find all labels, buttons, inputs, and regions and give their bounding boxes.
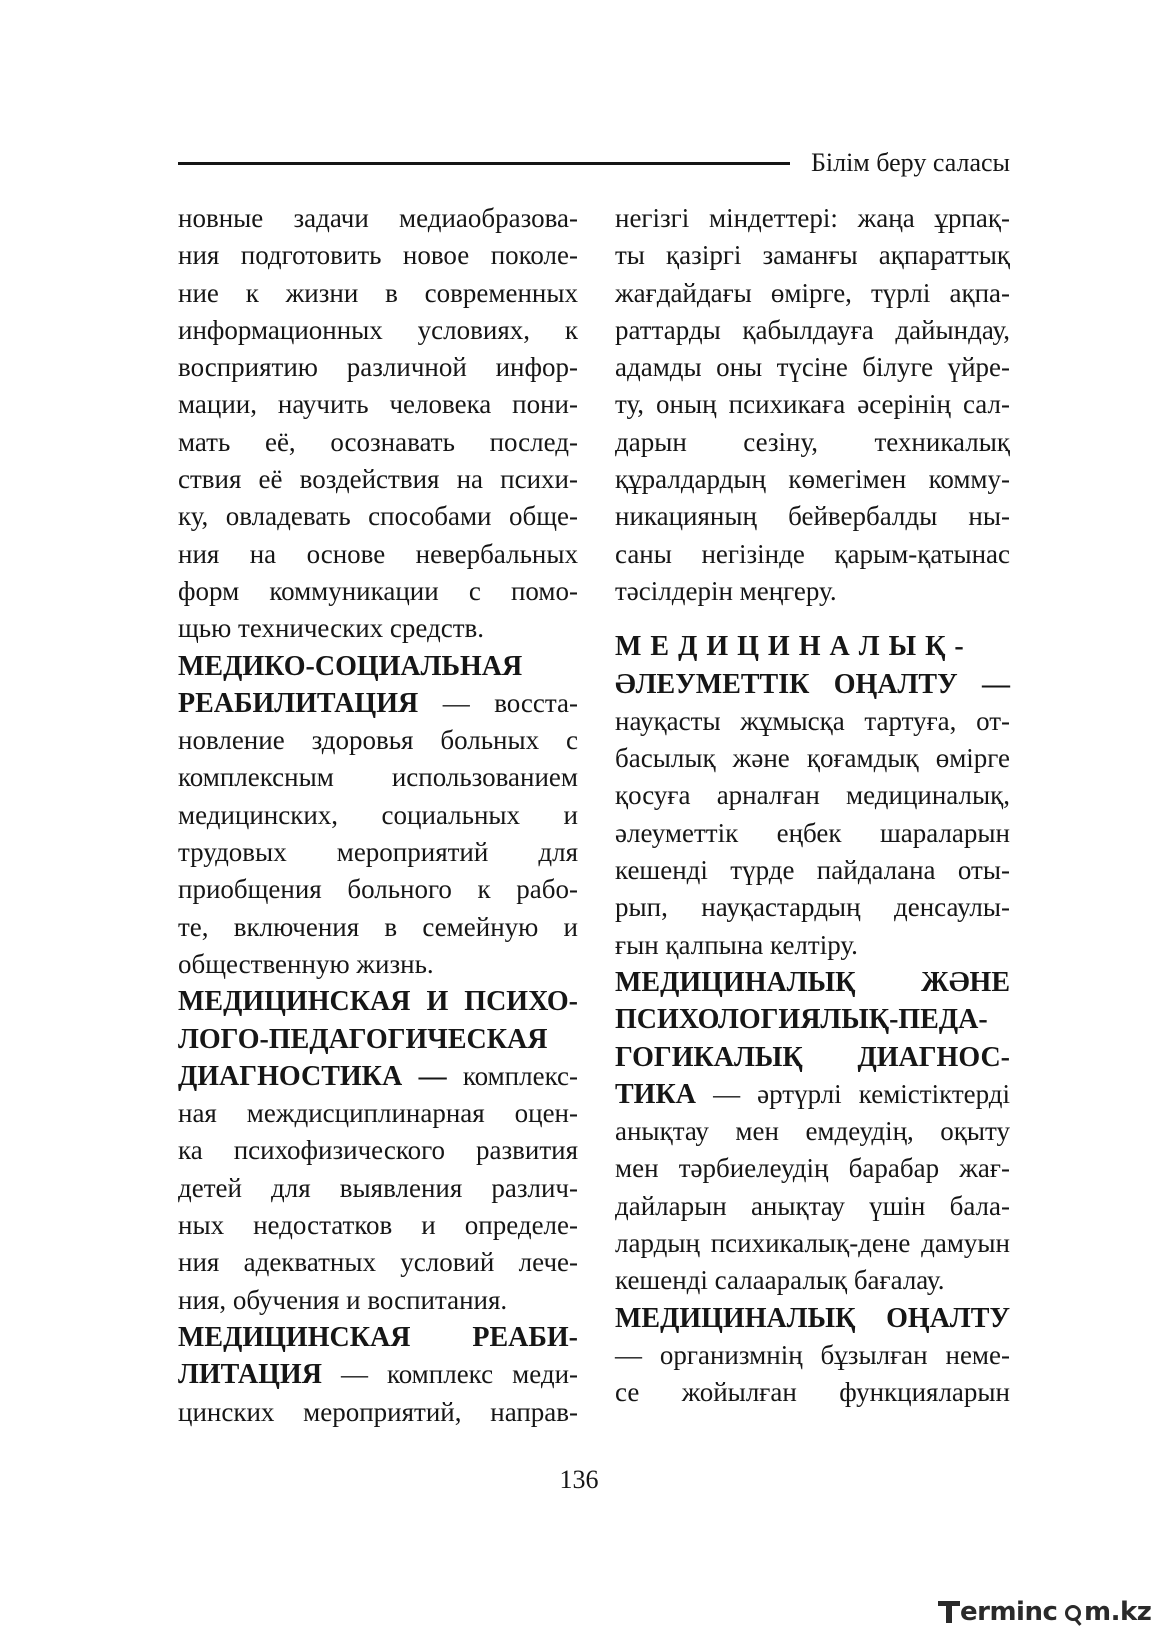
definition-text: әртүрлі кемістіктерді	[757, 1078, 1010, 1109]
text-line: цинских мероприятий, направ-	[178, 1396, 578, 1427]
text-line: тәсілдерін меңгеру.	[615, 575, 837, 606]
watermark-text-right: m.kz	[1084, 1597, 1152, 1627]
text-line: ния адекватных условий лече-	[178, 1247, 578, 1278]
text-line	[178, 1058, 578, 1095]
text-line: ние к жизни в современных	[178, 277, 578, 308]
text-line: се жойылған функцияларын	[615, 1377, 1010, 1408]
section-title: Білім беру саласы	[810, 148, 1010, 177]
intro-paragraph	[178, 200, 578, 648]
text-line: ствия её воздействия на психи-	[178, 464, 578, 495]
text-line: информационных условиях, к	[178, 314, 578, 345]
text-line: анықтау мен емдеудің, оқыту	[615, 1116, 1010, 1147]
text-line: приобщения больного к рабо-	[178, 874, 578, 905]
entry-term: ДИАГНОСТИКА —	[178, 1060, 447, 1092]
dash: —	[695, 1078, 758, 1109]
text-line: ния подготовить новое поколе-	[178, 240, 578, 271]
text-line: ния, обучения и воспитания.	[178, 1284, 508, 1315]
text-line: кешенді түрде пайдалана оты-	[615, 855, 1010, 886]
definition-text: комплекс-	[446, 1060, 578, 1091]
text-line: құралдардың көмегімен комму-	[615, 464, 1010, 495]
text-line: трудовых мероприятий для	[178, 837, 578, 868]
entry-medical-psych-ped-diagnostics	[178, 983, 578, 1319]
text-line: адамды оны түсіне білуге үйре-	[615, 352, 1010, 383]
header-rule	[178, 162, 790, 165]
entry-term: МЕДИЦИНАЛЫҚ-	[615, 631, 973, 663]
definition-text: комплекс меди-	[386, 1359, 579, 1390]
text-line: саны негізінде қарым-қатынас	[615, 538, 1010, 569]
entry-term: МЕДИЦИНАЛЫҚ ОҢАЛТУ	[615, 1302, 1010, 1334]
text-line: новление здоровья больных с	[178, 725, 578, 756]
entry-term: МЕДИЦИНАЛЫҚ ЖӘНЕ	[615, 966, 1010, 998]
text-line	[178, 1356, 578, 1393]
text-line: мать её, осознавать послед-	[178, 426, 578, 457]
text-line	[615, 1076, 1010, 1113]
text-line: мен тәрбиелеудің барабар жағ-	[615, 1153, 1010, 1184]
text-line: қосуға арналған медициналық,	[615, 780, 1010, 811]
text-line: восприятию различной инфор-	[178, 352, 578, 383]
text-line: негізгі міндеттері: жаңа ұрпақ-	[615, 203, 1010, 233]
text-line: кешенді салааралық бағалау.	[615, 1265, 945, 1296]
entry-term: ӘЛЕУМЕТТІК ОҢАЛТУ —	[615, 668, 1010, 700]
dash: —	[418, 687, 495, 718]
text-line: — организмнің бұзылған неме-	[615, 1339, 1010, 1370]
text-line: ная междисциплинарная оцен-	[178, 1098, 578, 1129]
entry-term: ЛОГО-ПЕДАГОГИЧЕСКАЯ	[178, 1023, 548, 1055]
text-line: детей для выявления различ-	[178, 1172, 578, 1203]
text-line: щью технических средств.	[178, 613, 485, 644]
entry-medical-rehabilitation	[178, 1319, 578, 1431]
text-line: ғын қалпына келтіру.	[615, 929, 858, 960]
text-line: общественную жизнь.	[178, 948, 434, 979]
text-line: комплексным использованием	[178, 762, 578, 793]
entry-medical-social-rehab-kz	[615, 628, 1010, 964]
text-line: әлеуметтік еңбек шараларын	[615, 817, 1010, 848]
text-line: рып, науқастардың денсаулы-	[615, 892, 1010, 923]
running-header	[178, 148, 1010, 178]
entry-term: МЕДИЦИНСКАЯ РЕАБИ-	[178, 1321, 578, 1353]
entry-medico-social-rehabilitation	[178, 648, 578, 984]
text-line: ту, оның психикаға әсерінің сал-	[615, 389, 1010, 420]
termincom-watermark	[938, 1595, 1152, 1629]
text-line: ты қазіргі заманғы ақпараттық	[615, 240, 1010, 271]
text-line: те, включения в семейную и	[178, 911, 578, 942]
text-line: ния на основе невербальных	[178, 538, 578, 569]
entry-term: МЕДИЦИНСКАЯ И ПСИХО-	[178, 986, 578, 1018]
page-number: 136	[559, 1465, 599, 1494]
text-line	[178, 685, 578, 722]
entry-term: ГОГИКАЛЫҚ ДИАГНОС-	[615, 1041, 1010, 1073]
text-line: жағдайдағы өмірге, түрлі ақпа-	[615, 277, 1010, 308]
entry-medical-psych-ped-diagnostics-kz	[615, 964, 1010, 1300]
entry-term: ПСИХОЛОГИЯЛЫҚ-ПЕДА-	[615, 1004, 988, 1036]
text-line: ку, овладевать способами обще-	[178, 501, 578, 532]
text-line: басылық және қоғамдық өмірге	[615, 743, 1010, 774]
text-line: медицинских, социальных и	[178, 799, 578, 830]
entry-term: МЕДИКО-СОЦИАЛЬНАЯ	[178, 650, 523, 682]
text-line: науқасты жұмысқа тартуға, от-	[615, 705, 1010, 736]
watermark-text-left: erminc	[960, 1597, 1058, 1627]
paragraph-gap	[615, 610, 1010, 628]
text-line: ка психофизического развития	[178, 1135, 578, 1166]
text-line: раттарды қабылдауға дайындау,	[615, 314, 1010, 345]
text-line: никацияның бейвербалды ны-	[615, 501, 1010, 532]
entry-term: ТИКА	[615, 1078, 696, 1110]
text-line: форм коммуникации с помо-	[178, 575, 578, 606]
intro-paragraph	[615, 200, 1010, 610]
entry-term: ЛИТАЦИЯ	[178, 1359, 322, 1391]
text-line: мации, научить человека пони-	[178, 389, 578, 420]
text-line: дайларын анықтау үшін бала-	[615, 1190, 1010, 1221]
text-line: дарын сезіну, техникалық	[615, 426, 1010, 457]
left-column	[178, 200, 578, 1431]
text-line: лардың психикалық-дене дамуын	[615, 1228, 1010, 1259]
right-column	[615, 200, 1010, 1412]
entry-medical-rehab-kz	[615, 1300, 1010, 1412]
definition-text: восста-	[494, 687, 578, 718]
text-line: ных недостатков и определе-	[178, 1210, 578, 1241]
dash: —	[321, 1359, 387, 1390]
text-line: новные задачи медиаобразова-	[178, 203, 578, 233]
entry-term: РЕАБИЛИТАЦИЯ	[178, 687, 419, 719]
